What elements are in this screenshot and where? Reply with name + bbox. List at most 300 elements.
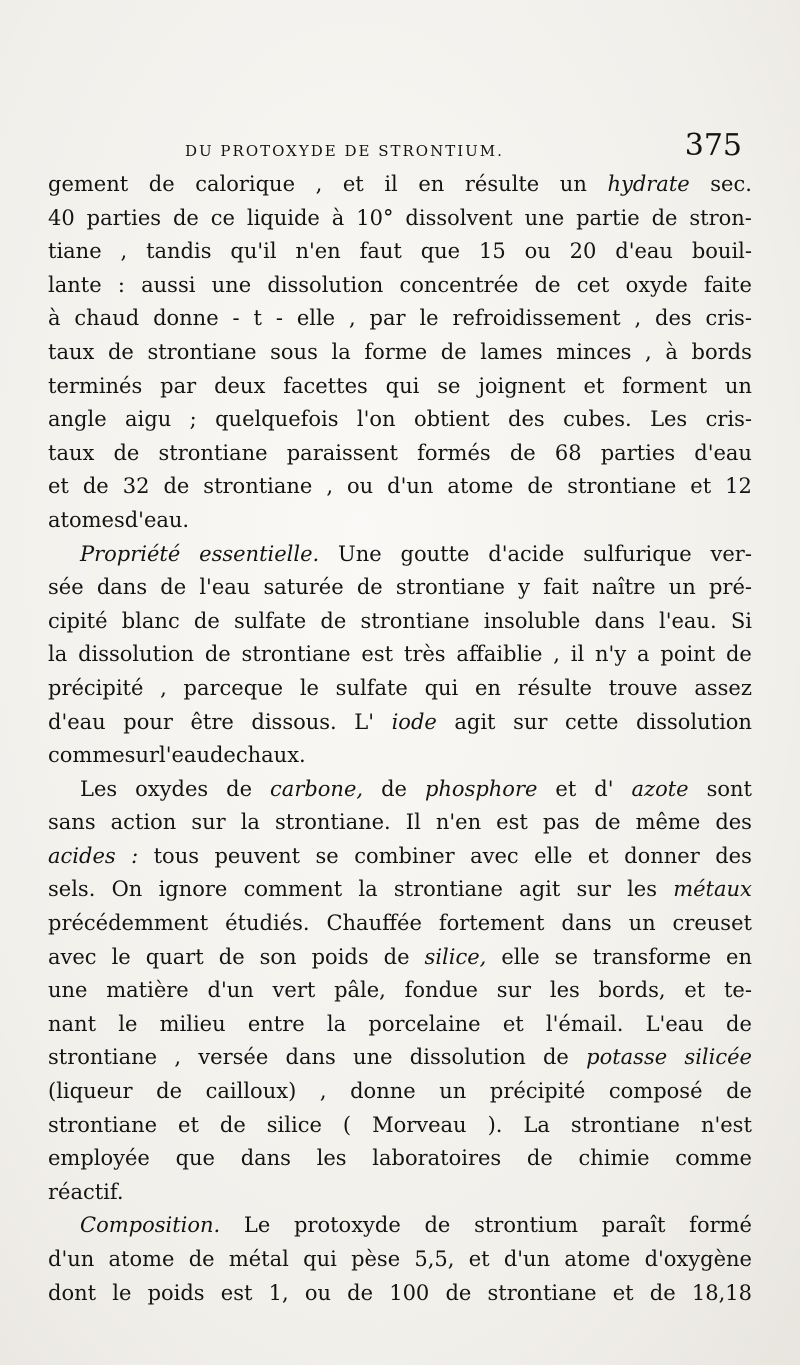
word: stron- [689, 205, 752, 230]
word: et [342, 172, 364, 196]
word: sée [48, 575, 84, 600]
text-line [48, 1176, 752, 1210]
word: agit [454, 709, 496, 734]
word: de [383, 944, 410, 969]
word: assez [694, 675, 752, 700]
word: se [554, 944, 578, 969]
word: pas [542, 810, 580, 835]
word: quart [145, 944, 204, 969]
word: de [356, 575, 383, 600]
word: ; [189, 407, 197, 432]
text-line [48, 672, 752, 706]
text-line [48, 403, 752, 437]
text-line [48, 504, 752, 538]
word: cubes. [563, 407, 632, 432]
word: l'on [356, 407, 396, 432]
word: gement [48, 172, 129, 196]
word: dans [594, 608, 645, 633]
word: le [111, 944, 131, 969]
word: 1, [268, 1280, 289, 1305]
word: comme [675, 1146, 752, 1171]
word: sels. [48, 877, 96, 902]
word: des [508, 407, 545, 432]
word: et [587, 843, 609, 868]
word: est [496, 810, 528, 835]
text-line [48, 1008, 752, 1042]
italic-word: potasse [586, 1045, 668, 1070]
word: parties [600, 440, 676, 465]
word: 100 [389, 1280, 430, 1305]
text-line [48, 1243, 752, 1277]
word: saturée [263, 575, 344, 600]
word: strontiane [360, 608, 470, 633]
word: affaiblie [456, 642, 543, 667]
word: de [226, 776, 253, 801]
word: son [259, 944, 297, 969]
word: cris- [705, 407, 752, 432]
word: d'oxygène [644, 1247, 752, 1271]
word: de [440, 339, 467, 364]
word: faut [359, 239, 402, 264]
word: et [468, 1247, 490, 1271]
word: ou [304, 1280, 331, 1305]
word: de [381, 776, 407, 801]
word: étudiés. [225, 911, 310, 936]
word: sont [706, 776, 752, 801]
word: vert [272, 978, 316, 1003]
word: de [172, 205, 199, 230]
word: le [299, 675, 319, 700]
italic-word: essentielle. [199, 541, 320, 566]
running-head [50, 128, 750, 168]
word: matière [106, 978, 189, 1003]
word: Le [243, 1213, 271, 1238]
word: quelquefois [215, 407, 339, 432]
word: une [353, 1045, 393, 1070]
word: strontiane [487, 1280, 597, 1305]
word: d'eau. [124, 507, 190, 532]
word: sulfate [234, 608, 307, 633]
word: cette [564, 709, 619, 734]
word: de [148, 172, 175, 196]
word: partie [576, 205, 640, 230]
word: strontiane [48, 1045, 158, 1070]
word: n'en [435, 810, 482, 835]
word: que [175, 1146, 215, 1171]
word: silice [266, 1112, 322, 1137]
word: paraissent [286, 440, 398, 465]
text-line [48, 941, 752, 975]
word: 20 [569, 239, 597, 264]
word: la [240, 810, 260, 835]
text-line [48, 336, 752, 370]
word: les [549, 978, 580, 1003]
word: atome [447, 474, 514, 499]
word: résulte [464, 172, 540, 196]
word: fait [543, 575, 579, 600]
word: - [275, 306, 283, 331]
word: a [637, 642, 650, 667]
text-line [48, 1209, 752, 1243]
word: cet [576, 272, 610, 297]
word: sur [576, 877, 611, 902]
word: être [190, 709, 234, 734]
word: de [320, 608, 347, 633]
word: par [369, 306, 406, 331]
word: de [204, 642, 231, 667]
word: se [315, 843, 339, 868]
italic-word: Composition. [80, 1213, 221, 1238]
word: 40 [48, 205, 75, 230]
word: de [188, 1247, 215, 1271]
text-line [48, 202, 752, 236]
word: de [347, 1280, 374, 1305]
word: sulfate [335, 675, 408, 700]
word: dans [240, 1146, 291, 1171]
word: dissolution [78, 642, 194, 667]
word: de [509, 440, 536, 465]
word: et [583, 373, 605, 398]
word: et [178, 1112, 199, 1137]
word: dissolution [409, 1045, 526, 1070]
word: donne [350, 1079, 416, 1104]
word: il [384, 172, 398, 196]
word: composé [608, 1079, 703, 1104]
word: , [174, 1045, 182, 1070]
word: de [113, 440, 140, 465]
text-line [48, 1041, 752, 1075]
word: qu'il [230, 239, 277, 264]
word: atome [108, 1247, 175, 1271]
word: 5,5, [414, 1247, 455, 1271]
text-line [48, 370, 752, 404]
word: dissous. [251, 709, 337, 734]
text-line [48, 739, 752, 773]
word: de [424, 1213, 451, 1238]
word: deux [214, 373, 266, 398]
word: de [651, 205, 678, 230]
word: un [439, 1079, 467, 1104]
word: résulte [517, 675, 592, 700]
word: sur [496, 978, 532, 1003]
word: , [326, 474, 334, 499]
body-text [48, 168, 752, 1310]
word: en [474, 675, 501, 700]
word: l'émail. [545, 1011, 624, 1036]
text-line [48, 706, 752, 740]
word: ver- [710, 541, 752, 566]
word: dissolvent [405, 205, 513, 230]
word: précipité [489, 1079, 586, 1104]
word: forment [622, 373, 708, 398]
word: le [419, 306, 439, 331]
word: 18,18 [691, 1280, 752, 1305]
word: ce [210, 205, 235, 230]
word: transforme [592, 944, 712, 969]
word: se [437, 373, 461, 398]
word: Si [730, 608, 752, 633]
word: nant [48, 1011, 97, 1036]
word: taux [48, 440, 95, 465]
word: porcelaine [368, 1011, 481, 1036]
word: d'eau [48, 709, 106, 734]
word: comme [48, 743, 125, 768]
word: 68 [554, 440, 582, 465]
word: de [107, 339, 134, 364]
word: de [219, 1112, 246, 1137]
word: fondue [404, 978, 478, 1003]
word: d'un [387, 474, 434, 499]
italic-word: acides [48, 843, 116, 868]
word: , [634, 306, 642, 331]
word: creuset [672, 911, 752, 936]
word: oxyde [625, 272, 688, 297]
word: très [403, 642, 446, 667]
word: ( [342, 1112, 352, 1137]
word: d' [594, 776, 614, 801]
italic-word: iode [391, 709, 437, 734]
italic-word: : [131, 843, 139, 868]
word: des [715, 843, 752, 868]
word: un [668, 575, 696, 600]
word: naître [591, 575, 656, 600]
italic-word: azote [631, 776, 689, 801]
word: goutte [400, 541, 470, 566]
word: de [160, 575, 187, 600]
word: Morveau [372, 1112, 467, 1137]
word: milieu [159, 1011, 226, 1036]
word: facettes [283, 373, 368, 398]
word: formé [689, 1213, 752, 1238]
word: aigu [125, 407, 172, 432]
word: que [420, 239, 461, 264]
word: blanc [121, 608, 180, 633]
word: tous [153, 843, 199, 868]
word: même [635, 810, 701, 835]
italic-word: phosphore [424, 776, 538, 801]
word: ). [487, 1112, 503, 1137]
word: l'eau. [659, 608, 717, 633]
word: et [612, 1280, 634, 1305]
text-line [48, 1109, 752, 1143]
word: aussi [141, 272, 196, 297]
word: , [553, 642, 560, 667]
word: , [645, 339, 652, 364]
word: t [253, 306, 262, 331]
word: à [331, 205, 345, 230]
word: un [559, 172, 587, 196]
text-line [48, 1142, 752, 1176]
word: terminés [48, 373, 143, 398]
word: d'eau [615, 239, 673, 264]
word: donne [153, 306, 219, 331]
word: action [110, 810, 177, 835]
word: 32 [122, 474, 150, 499]
word: cailloux) [205, 1079, 297, 1104]
word: de [156, 1079, 183, 1104]
word: sur [513, 709, 548, 734]
word: Il [405, 810, 421, 835]
word: insoluble [483, 608, 581, 633]
text-line [48, 1075, 752, 1109]
word: et [48, 474, 69, 499]
word: dans [561, 911, 612, 936]
word: d'un [48, 1247, 95, 1271]
text-line [48, 974, 752, 1008]
word: en [418, 172, 445, 196]
word: pour [123, 709, 173, 734]
word: de [193, 608, 220, 633]
word: dissolution [636, 709, 752, 734]
text-line [48, 235, 752, 269]
word: L'eau [645, 1011, 704, 1036]
word: précipité [48, 675, 144, 700]
word: d'un [503, 1247, 551, 1271]
word: atome [564, 1247, 631, 1271]
word: - [232, 306, 240, 331]
word: de [534, 272, 561, 297]
word: est [361, 642, 394, 667]
text-line [48, 168, 752, 202]
word: de [163, 474, 190, 499]
word: oxydes [135, 776, 209, 801]
word: liquide [246, 205, 320, 230]
word: par [160, 373, 197, 398]
word: avec [48, 944, 97, 969]
word: Une [338, 541, 382, 566]
word: agit [519, 877, 561, 902]
word: pré- [708, 575, 752, 600]
word: les [316, 1146, 347, 1171]
word: de [218, 944, 245, 969]
word: employée [48, 1146, 150, 1171]
word: pèse [351, 1247, 401, 1271]
word: elle [501, 944, 540, 969]
word: qui [424, 675, 459, 700]
word: n'y [595, 642, 627, 667]
word: dans [285, 1045, 336, 1070]
word: réactif. [48, 1179, 124, 1204]
word: strontiane [395, 575, 505, 600]
word: lante [48, 272, 102, 297]
word: comment [243, 877, 343, 902]
word: donner [624, 843, 700, 868]
word: (liqueur [48, 1079, 133, 1104]
word: et [555, 776, 577, 801]
word: la [331, 339, 351, 364]
word: On [111, 877, 143, 902]
word: strontiane [147, 339, 257, 364]
word: atomes [48, 507, 125, 532]
word: peuvent [214, 843, 301, 868]
text-line [48, 571, 752, 605]
word: faite [704, 272, 752, 297]
word: angle [48, 407, 107, 432]
text-line [48, 840, 752, 874]
word: y [518, 575, 531, 600]
word: des [715, 810, 752, 835]
word: strontiane [567, 474, 677, 499]
italic-word: Propriété [80, 541, 181, 566]
word: un [628, 911, 656, 936]
word: sur [124, 743, 160, 768]
word: de [726, 1079, 752, 1104]
word: la [358, 877, 378, 902]
word: te- [723, 978, 752, 1003]
word: strontiane [241, 642, 351, 667]
word: une [524, 205, 565, 230]
word: , [319, 1079, 327, 1104]
word: de [445, 1280, 472, 1305]
word: d'eau [694, 440, 752, 465]
word: chaux. [235, 743, 306, 768]
text-line [48, 437, 752, 471]
word: 15 [479, 239, 506, 264]
word: , [348, 306, 356, 331]
word: ou [347, 474, 374, 499]
word: 10° [356, 205, 394, 230]
word: , [160, 675, 167, 700]
word: bouil- [691, 239, 752, 264]
word: entre [247, 1011, 305, 1036]
word: des [655, 306, 692, 331]
word: sans [48, 810, 96, 835]
word: de [527, 474, 554, 499]
italic-word: hydrate [607, 172, 690, 196]
word: il [570, 642, 585, 667]
word: n'en [295, 239, 341, 264]
page-number: 375 [684, 128, 742, 163]
word: obtient [413, 407, 490, 432]
word: concentrée [399, 272, 519, 297]
word: strontiane [393, 877, 503, 902]
word: dont [48, 1280, 97, 1305]
word: : [117, 272, 125, 297]
word: ou [524, 239, 551, 264]
italic-word: silicée [684, 1045, 752, 1070]
word: laboratoires [372, 1146, 502, 1171]
word: forme [364, 339, 428, 364]
word: poids [311, 944, 369, 969]
word: elle [296, 306, 336, 331]
word: le [118, 1011, 138, 1036]
word: tandis [146, 239, 212, 264]
word: sur [191, 810, 226, 835]
word: paraît [601, 1213, 666, 1238]
text-line [48, 605, 752, 639]
word: parceque [183, 675, 284, 700]
text-line [48, 538, 752, 572]
text-line [48, 773, 752, 807]
word: dissolution [267, 272, 384, 297]
word: de [594, 810, 621, 835]
word: fortement [438, 911, 545, 936]
word: métal [228, 1247, 289, 1271]
word: elle [534, 843, 573, 868]
word: La [523, 1112, 550, 1137]
word: L' [354, 709, 375, 734]
running-head-title: DU PROTOXYDE DE STRONTIUM. [185, 142, 504, 160]
word: qui [385, 373, 420, 398]
word: sec. [710, 172, 752, 196]
word: à [665, 339, 678, 364]
word: strontium [474, 1213, 579, 1238]
word: strontiane [48, 1112, 158, 1137]
word: chimie [578, 1146, 650, 1171]
word: point [660, 642, 716, 667]
word: un [724, 373, 752, 398]
word: cipité [48, 608, 108, 633]
